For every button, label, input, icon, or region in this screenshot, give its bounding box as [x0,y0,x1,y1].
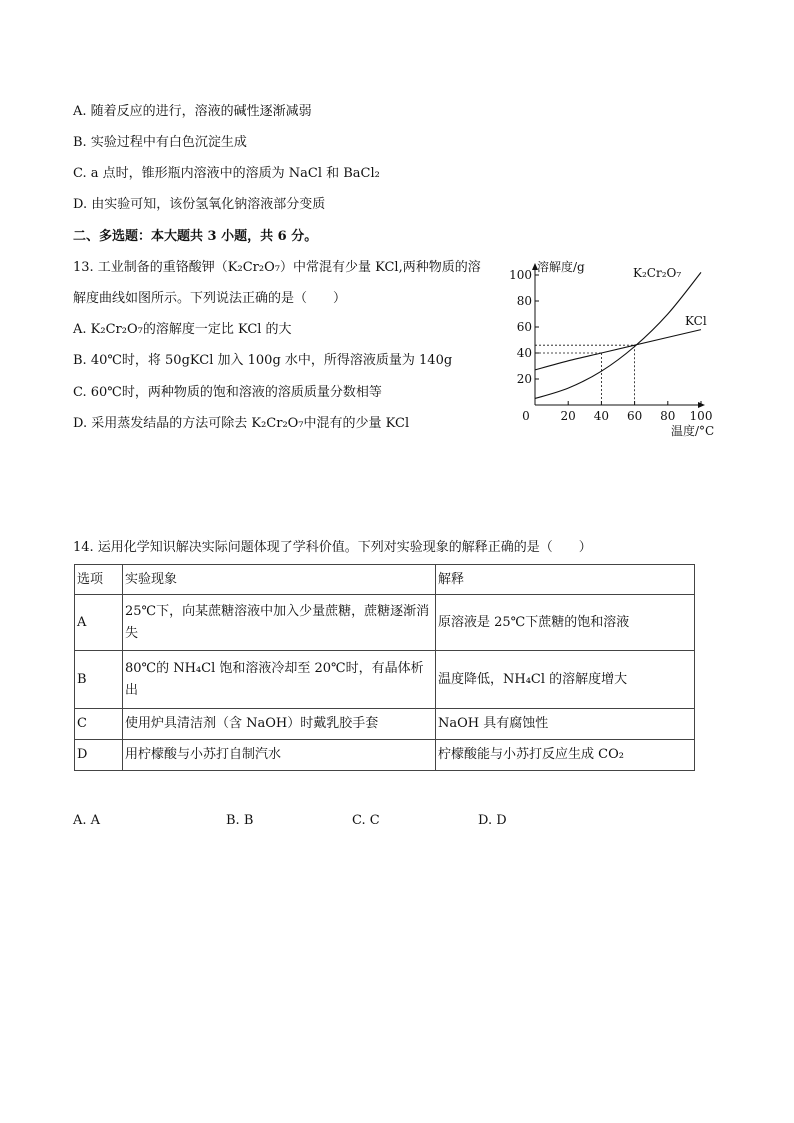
q13-stem-line2: 解度曲线如图所示。下列说法正确的是（ ） [73,291,347,306]
x-tick-label: 100 [689,409,713,423]
table-cell: A [75,595,123,651]
q13-stem-line1: 13. 工业制备的重铬酸钾（K₂Cr₂O₇）中常混有少量 KCl,两种物质的溶 [73,260,481,275]
table-row [75,651,695,709]
y-tick-label: 40 [516,346,532,360]
q13-option-a: A. K₂Cr₂O₇的溶解度一定比 KCl 的大 [73,322,292,337]
x-tick-label: 80 [660,409,676,423]
q13-option-b: B. 40℃时，将 50gKCl 加入 100g 水中，所得溶液质量为 140g [73,353,453,368]
y-tick-label: 80 [516,294,532,308]
y-axis-label: 溶解度/g [537,260,585,274]
solubility-chart [505,255,735,445]
x-tick-label: 0 [522,409,530,423]
x-axis-label: 温度/°C [671,424,715,438]
table-cell: 柠檬酸能与小苏打反应生成 CO₂ [436,740,695,771]
q12-option-d: D. 由实验可知，该份氢氧化钠溶液部分变质 [73,197,326,212]
section-title: 二、多选题：本大题共 3 小题，共 6 分。 [73,229,318,244]
table-cell: 温度降低，NH₄Cl 的溶解度增大 [436,651,695,709]
table-cell: 使用炉具清洁剂（含 NaOH）时戴乳胶手套 [123,709,436,740]
q13-option-c: C. 60℃时，两种物质的饱和溶液的溶质质量分数相等 [73,385,382,400]
q14-option-c: C. C [352,813,380,828]
table-cell: 原溶液是 25℃下蔗糖的饱和溶液 [436,595,695,651]
q14-option-d: D. D [478,813,507,828]
q14-option-b: B. B [226,813,254,828]
table-cell: B [75,651,123,709]
table-header-cell: 实验现象 [123,565,436,595]
table-header-cell: 解释 [436,565,695,595]
table-cell: C [75,709,123,740]
q13-option-d: D. 采用蒸发结晶的方法可除去 K₂Cr₂O₇中混有的少量 KCl [73,416,410,431]
y-tick-label: 60 [516,320,532,334]
table-cell: D [75,740,123,771]
table-header-cell: 选项 [75,565,123,595]
table-row [75,709,695,740]
x-tick-label: 40 [593,409,610,423]
table-cell: 用柠檬酸与小苏打自制汽水 [123,740,436,771]
table-cell: 25℃下，向某蔗糖溶液中加入少量蔗糖，蔗糖逐渐消失 [123,595,436,651]
table-cell: 80℃的 NH₄Cl 饱和溶液冷却至 20℃时，有晶体析出 [123,651,436,709]
table-header-row [75,565,695,595]
table-row [75,595,695,651]
y-tick-label: 20 [516,372,532,386]
x-tick-label: 20 [560,409,576,423]
q14-table [74,564,695,771]
x-tick-label: 60 [626,409,643,423]
q14-stem: 14. 运用化学知识解决实际问题体现了学科价值。下列对实验现象的解释正确的是（ ） [73,540,592,555]
q12-option-b: B. 实验过程中有白色沉淀生成 [73,135,247,150]
q12-option-a: A. 随着反应的进行，溶液的碱性逐渐减弱 [73,104,312,119]
table-cell: NaOH 具有腐蚀性 [436,709,695,740]
table-row [75,740,695,771]
y-tick-label: 100 [509,268,532,282]
q14-option-a: A. A [73,813,101,828]
series-line-1 [535,330,701,370]
series-label-k2cr2o7: K₂Cr₂O₇ [633,266,682,280]
q12-option-c: C. a 点时，锥形瓶内溶液中的溶质为 NaCl 和 BaCl₂ [73,166,380,181]
series-label-kcl: KCl [685,314,707,328]
